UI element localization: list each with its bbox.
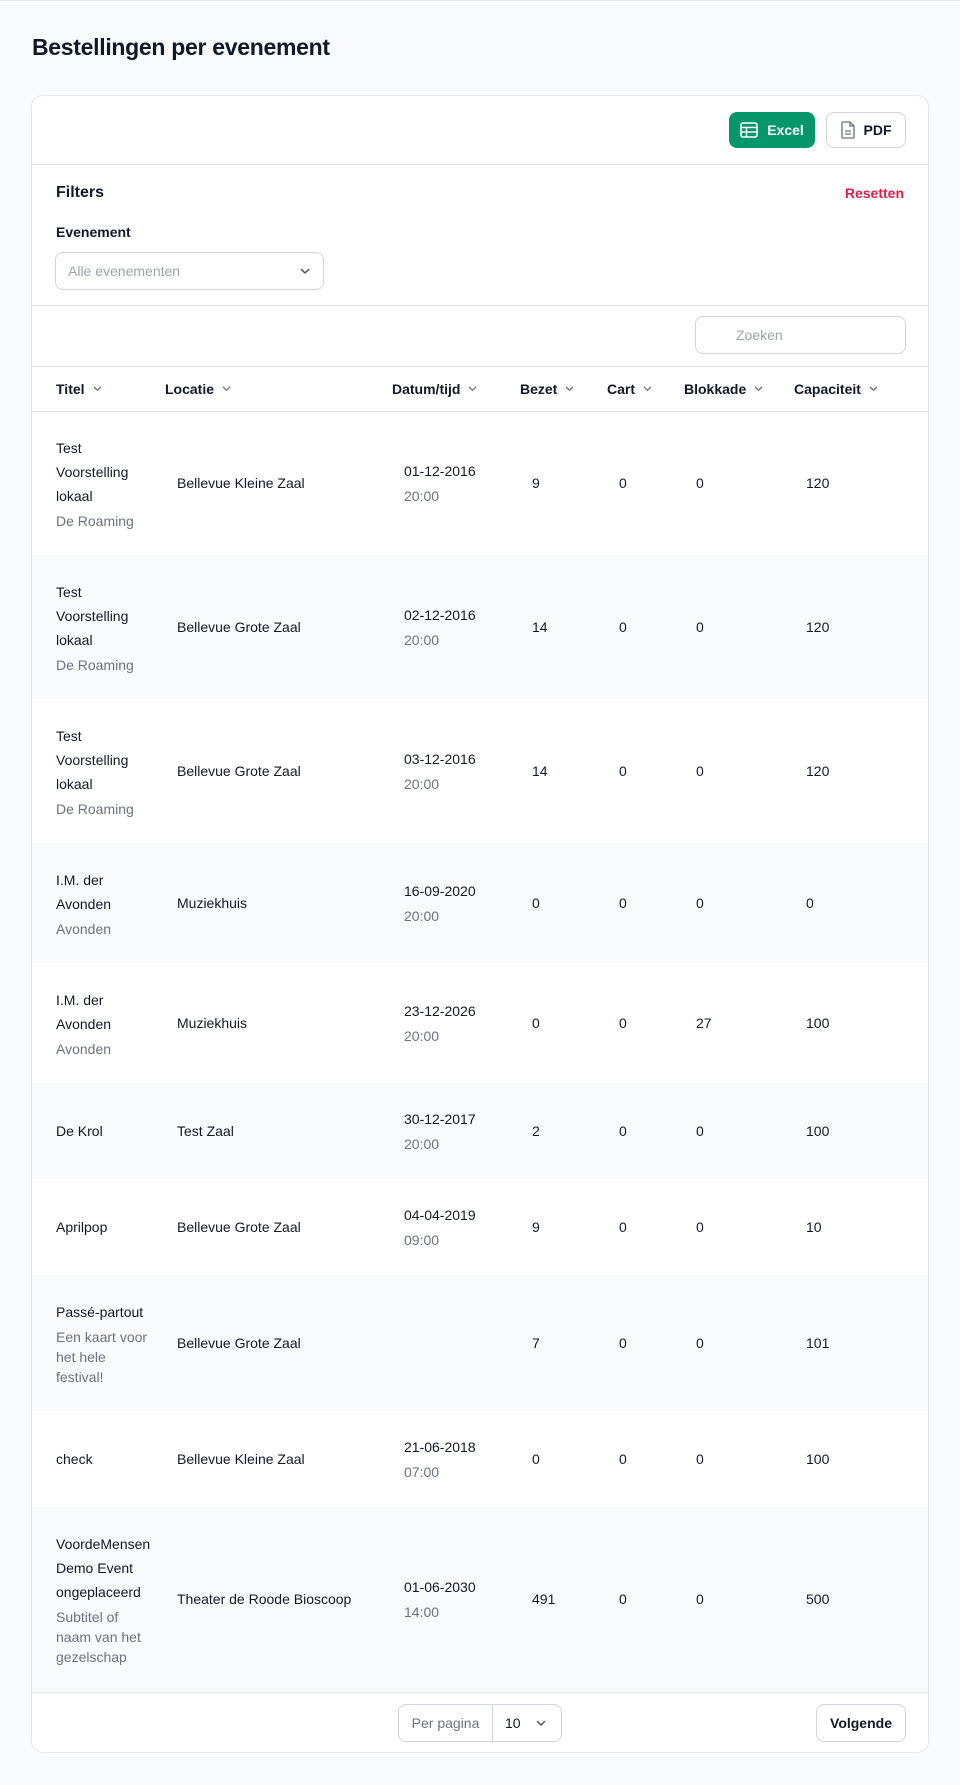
event-title: I.M. der Avonden	[56, 991, 112, 1032]
cell-bezet: 9	[532, 475, 540, 492]
event-title: Test Voorstelling lokaal	[56, 583, 129, 648]
per-page-select[interactable]	[493, 1705, 561, 1741]
export-excel-button[interactable]	[729, 112, 815, 148]
cell-blokkade: 0	[684, 843, 794, 963]
cell-title	[32, 1179, 165, 1275]
event-subtitle: Een kaart voor het hele festival!	[56, 1328, 148, 1385]
chevron-down-icon	[92, 383, 103, 394]
cell-blokkade: 0	[684, 555, 794, 699]
cell-capaciteit: 120	[806, 763, 830, 779]
column-header-date[interactable]	[392, 367, 520, 411]
cell-bezet: 0	[532, 1451, 540, 1467]
cell-datetime	[392, 1083, 520, 1179]
cell-bezet: 0	[532, 1015, 540, 1031]
cell-cart: 0	[607, 1083, 684, 1179]
export-toolbar	[32, 96, 928, 165]
chevron-down-icon	[642, 383, 653, 394]
events-table	[32, 367, 929, 1691]
cell-title	[32, 1275, 165, 1411]
cell-capaciteit: 500	[794, 1507, 929, 1691]
event-title: Passé-partout	[56, 1303, 144, 1320]
cell-capaciteit: 100	[806, 1015, 830, 1031]
event-time: 20:00	[404, 1027, 440, 1044]
cell-capaciteit: 101	[794, 1275, 929, 1411]
table-row[interactable]	[32, 1083, 929, 1179]
cell-title	[32, 1507, 165, 1691]
event-subtitle: De Roaming	[56, 512, 134, 529]
sort-control	[392, 381, 478, 397]
event-title: Test Voorstelling lokaal	[56, 727, 129, 792]
cell-blokkade: 0	[696, 475, 704, 492]
column-header-label: Locatie	[165, 380, 215, 397]
export-pdf-button[interactable]	[826, 112, 906, 148]
filters-panel	[32, 165, 928, 306]
export-excel-label: Excel	[767, 122, 804, 138]
cell-blokkade: 0	[684, 1083, 794, 1179]
cell-datetime	[392, 411, 520, 555]
event-date: 30-12-2017	[404, 1110, 476, 1127]
cell-location: Bellevue Kleine Zaal	[177, 475, 305, 492]
event-title: Aprilpop	[56, 1219, 108, 1235]
document-icon	[841, 121, 855, 139]
cell-datetime	[392, 843, 520, 963]
filters-title: Filters	[56, 184, 105, 201]
column-header-title[interactable]	[32, 367, 165, 411]
cell-title	[32, 963, 165, 1083]
event-date: 02-12-2016	[404, 606, 476, 623]
cell-blokkade: 0	[696, 1451, 704, 1467]
cell-capaciteit: 100	[806, 1451, 830, 1467]
table-row[interactable]	[32, 1275, 929, 1411]
cell-title	[32, 699, 165, 843]
column-header-label: Capaciteit	[794, 380, 861, 397]
search-bar	[32, 306, 928, 367]
event-title: I.M. der Avonden	[56, 871, 112, 912]
event-date: 21-06-2018	[404, 1438, 476, 1455]
event-filter-select[interactable]	[55, 252, 324, 290]
cell-location: Bellevue Kleine Zaal	[177, 1451, 305, 1467]
event-subtitle: Avonden	[56, 1040, 112, 1057]
table-row[interactable]	[32, 1411, 929, 1507]
event-date: 03-12-2016	[404, 750, 476, 767]
event-date: 23-12-2026	[404, 1002, 476, 1019]
spreadsheet-icon	[740, 122, 758, 138]
event-title: check	[56, 1451, 93, 1467]
search-input[interactable]	[695, 316, 906, 354]
cell-cart: 0	[607, 1275, 684, 1411]
cell-cart: 0	[619, 1451, 627, 1467]
event-time: 20:00	[404, 1135, 440, 1152]
cell-capaciteit: 100	[794, 1083, 929, 1179]
cell-title	[32, 411, 165, 555]
cell-cart: 0	[607, 1507, 684, 1691]
table-row[interactable]	[32, 1507, 929, 1691]
cell-location: Bellevue Grote Zaal	[177, 763, 301, 779]
event-filter-value: Alle evenementen	[68, 263, 181, 279]
cell-cart: 0	[607, 843, 684, 963]
sort-control	[794, 381, 879, 397]
cell-datetime	[392, 1507, 520, 1691]
cell-cart: 0	[619, 1219, 627, 1235]
cell-blokkade: 0	[696, 763, 704, 779]
event-date: 01-12-2016	[404, 462, 476, 479]
column-header-location[interactable]	[165, 367, 392, 411]
event-subtitle: De Roaming	[56, 800, 134, 817]
event-time: 20:00	[404, 631, 440, 648]
column-header-label: Titel	[56, 380, 85, 397]
column-header-bezet[interactable]	[520, 367, 607, 411]
cell-datetime	[392, 963, 520, 1083]
cell-bezet: 491	[520, 1507, 607, 1691]
cell-capaciteit: 0	[794, 843, 929, 963]
table-row[interactable]	[32, 963, 929, 1083]
page-title: Bestellingen per evenement	[32, 34, 330, 60]
cell-bezet: 0	[520, 843, 607, 963]
cell-location: Bellevue Grote Zaal	[165, 1275, 392, 1411]
table-row[interactable]	[32, 699, 929, 843]
sort-control	[684, 381, 764, 397]
next-page-button[interactable]: Volgende	[816, 1704, 906, 1742]
table-body	[32, 411, 929, 1691]
reset-filters-link[interactable]: Resetten	[844, 185, 904, 201]
chevron-down-icon	[467, 383, 478, 394]
pagination-footer	[32, 1692, 929, 1753]
cell-capaciteit: 120	[806, 475, 830, 492]
event-title: De Krol	[56, 1123, 103, 1139]
column-header-label: Cart	[607, 380, 636, 397]
event-date: 04-04-2019	[404, 1206, 476, 1223]
cell-datetime	[392, 1411, 520, 1507]
cell-bezet: 2	[520, 1083, 607, 1179]
cell-location: Muziekhuis	[177, 1015, 248, 1031]
event-filter-label: Evenement	[56, 224, 131, 240]
chevron-down-icon	[564, 383, 575, 394]
cell-capaciteit: 10	[806, 1219, 822, 1235]
sort-control	[56, 381, 103, 397]
event-subtitle: Avonden	[56, 920, 112, 937]
sort-control	[520, 381, 575, 397]
cell-bezet: 14	[520, 555, 607, 699]
column-header-capaciteit[interactable]	[794, 367, 929, 411]
chevron-down-icon	[299, 265, 311, 277]
cell-cart: 0	[619, 763, 627, 779]
cell-location: Test Zaal	[165, 1083, 392, 1179]
cell-blokkade: 27	[696, 1015, 712, 1031]
cell-capaciteit: 120	[794, 555, 929, 699]
per-page-control	[398, 1704, 562, 1742]
cell-cart: 0	[607, 555, 684, 699]
chevron-down-icon	[868, 383, 879, 394]
cell-cart: 0	[619, 1015, 627, 1031]
event-time: 14:00	[404, 1603, 440, 1620]
cell-bezet: 9	[532, 1219, 540, 1235]
export-pdf-label: PDF	[863, 122, 892, 138]
event-subtitle: De Roaming	[56, 656, 134, 673]
column-header-blokkade[interactable]	[684, 367, 794, 411]
cell-cart: 0	[619, 475, 627, 492]
cell-title	[32, 843, 165, 963]
cell-location: Bellevue Grote Zaal	[177, 1219, 301, 1235]
event-title: VoordeMensen Demo Event ongeplaceerd	[56, 1535, 151, 1600]
cell-blokkade: 0	[684, 1275, 794, 1411]
event-time: 20:00	[404, 775, 440, 792]
event-time: 20:00	[404, 907, 440, 924]
cell-blokkade: 0	[696, 1219, 704, 1235]
cell-datetime	[392, 699, 520, 843]
event-subtitle: Subtitel of naam van het gezelschap	[56, 1608, 141, 1665]
event-title: Test Voorstelling lokaal	[56, 439, 129, 504]
table-row[interactable]	[32, 411, 929, 555]
cell-location: Muziekhuis	[165, 843, 392, 963]
cell-location: Theater de Roode Bioscoop	[165, 1507, 392, 1691]
cell-datetime	[392, 1275, 520, 1411]
sort-control	[607, 381, 653, 397]
cell-blokkade: 0	[684, 1507, 794, 1691]
event-date: 16-09-2020	[404, 882, 476, 899]
table-row[interactable]	[32, 555, 929, 699]
table-row[interactable]	[32, 1179, 929, 1275]
cell-datetime	[392, 1179, 520, 1275]
cell-title	[32, 555, 165, 699]
table-row[interactable]	[32, 843, 929, 963]
cell-bezet: 14	[532, 763, 548, 779]
event-time: 20:00	[404, 487, 440, 504]
event-time: 07:00	[404, 1463, 440, 1480]
column-header-label: Datum/tijd	[392, 380, 461, 397]
per-page-value: 10	[505, 1715, 521, 1731]
cell-bezet: 7	[520, 1275, 607, 1411]
per-page-label: Per pagina	[399, 1705, 493, 1741]
chevron-down-icon	[753, 383, 764, 394]
table-header-row	[32, 367, 929, 411]
column-header-cart[interactable]	[607, 367, 684, 411]
column-header-label: Bezet	[520, 380, 558, 397]
event-time: 09:00	[404, 1231, 440, 1248]
chevron-down-icon	[221, 383, 232, 394]
chevron-down-icon	[535, 1717, 547, 1729]
cell-location: Bellevue Grote Zaal	[165, 555, 392, 699]
cell-datetime	[392, 555, 520, 699]
sort-control	[165, 381, 232, 397]
cell-title	[32, 1411, 165, 1507]
report-card	[31, 95, 929, 1753]
event-date: 01-06-2030	[404, 1578, 476, 1595]
column-header-label: Blokkade	[684, 380, 747, 397]
cell-title	[32, 1083, 165, 1179]
